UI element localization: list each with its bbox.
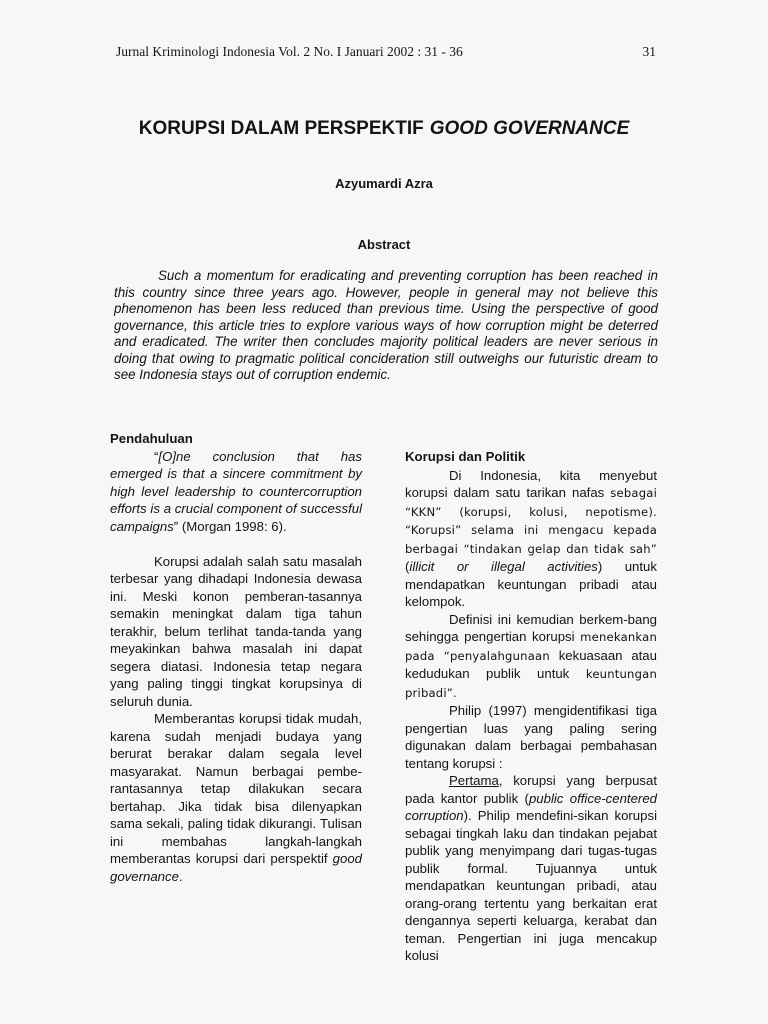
left-column — [110, 430, 362, 885]
section-heading-pendahuluan: Pendahuluan — [110, 431, 193, 446]
paragraph: Pertama, korupsi yang berpusat pada kantor publik (public office-centered corruption). Philip mendefini-sikan korupsi sebagai tingkah laku dan tindakan pejabat publik yang menyimpang dari tugas-tugas publik formal. Tujuannya untuk mendapatkan keuntungan pribadi, atau orang-orang tertentu yang berkaitan erat dengannya seperti keluarga, kerabat dan teman. Pengertian ini juga mencakup kolusi — [405, 773, 657, 963]
journal-citation: Jurnal Kriminologi Indonesia Vol. 2 No. I Januari 2002 : 31 - 36 — [116, 44, 463, 59]
paragraph: Philip (1997) mengidentifikasi tiga pengertian luas yang paling sering digunakan dalam berbagai pembahasan tentang korupsi : — [405, 703, 657, 771]
paragraph: Memberantas korupsi tidak mudah, karena sudah menjadi budaya yang berurat berakar dalam segala level masyarakat. Namun berbagai pembe-rantasannya tetap dilakukan secara bertahap. Jika tidak bisa dilenyapkan sama sekali, paling tidak dikurangi. Tulisan ini membahas langkah-langkah memberantas korupsi dari perspektif good governance. — [110, 711, 362, 884]
quote-text: [O]ne conclusion that has emerged is that a sincere commitment by high level leadership to countercorruption efforts is a crucial component of successful campaigns — [110, 448, 362, 534]
abstract-text: Such a momentum for eradicating and preventing corruption has been reached in this country since three years ago. However, people in general may not believe this phenomenon has been less reduced than previous time. Using the perspective of good governance, this article tries to explore various ways of how corruption might be deterred and eradicated. The writer then concludes majority political leaders are never serious in doing that owing to pragmatic political concideration still outweighs our futuristic dream to see Indonesia stays out of corruption endemic. — [114, 268, 658, 382]
section-heading-korupsi-dan-politik: Korupsi dan Politik — [405, 449, 526, 464]
epigraph-quote: “[O]ne conclusion that has emerged is that a sincere commitment by high level leadership to countercorruption efforts is a crucial component of successful campaigns” (Morgan 1998: 6). — [110, 448, 362, 534]
paragraph: Korupsi adalah salah satu masalah terbesar yang dihadapi Indonesia dewasa ini. Meski konon pemberan-tasannya semakin meningkat dalam tiga tahun terakhir, belum terlihat tanda-tanda yang meyakinkan bahwa masalah ini dapat segera diatasi. Indonesia tetap negara yang paling tinggi tingkat korupsinya di seluruh dunia. — [110, 553, 362, 709]
right-column — [405, 448, 657, 965]
paragraph: Definisi ini kemudian berkem-bang sehingga pengertian korupsi menekankan pada “penyalahgunaan kekuasaan atau kedudukan publik untuk keuntungan pribadi”. — [405, 611, 657, 700]
article-title — [0, 118, 768, 140]
author-name: Azyumardi Azra — [335, 176, 433, 191]
paragraph: Di Indonesia, kita menyebut korupsi dalam satu tarikan nafas sebagai “KKN” (korupsi, kolusi, nepotisme). “Korupsi” selama ini mengacu kepada berbagai “tindakan gelap dan tidak sah” (illicit or illegal activities) untuk mendapatkan keuntungan pribadi atau kelompok. — [405, 467, 657, 609]
abstract-heading: Abstract — [357, 237, 411, 252]
title-italic: GOOD GOVERNANCE — [429, 118, 630, 139]
quote-citation: (Morgan 1998: 6). — [178, 518, 287, 534]
page-number: 31 — [642, 44, 656, 59]
title-main: KORUPSI DALAM PERSPEKTIF — [138, 118, 424, 139]
